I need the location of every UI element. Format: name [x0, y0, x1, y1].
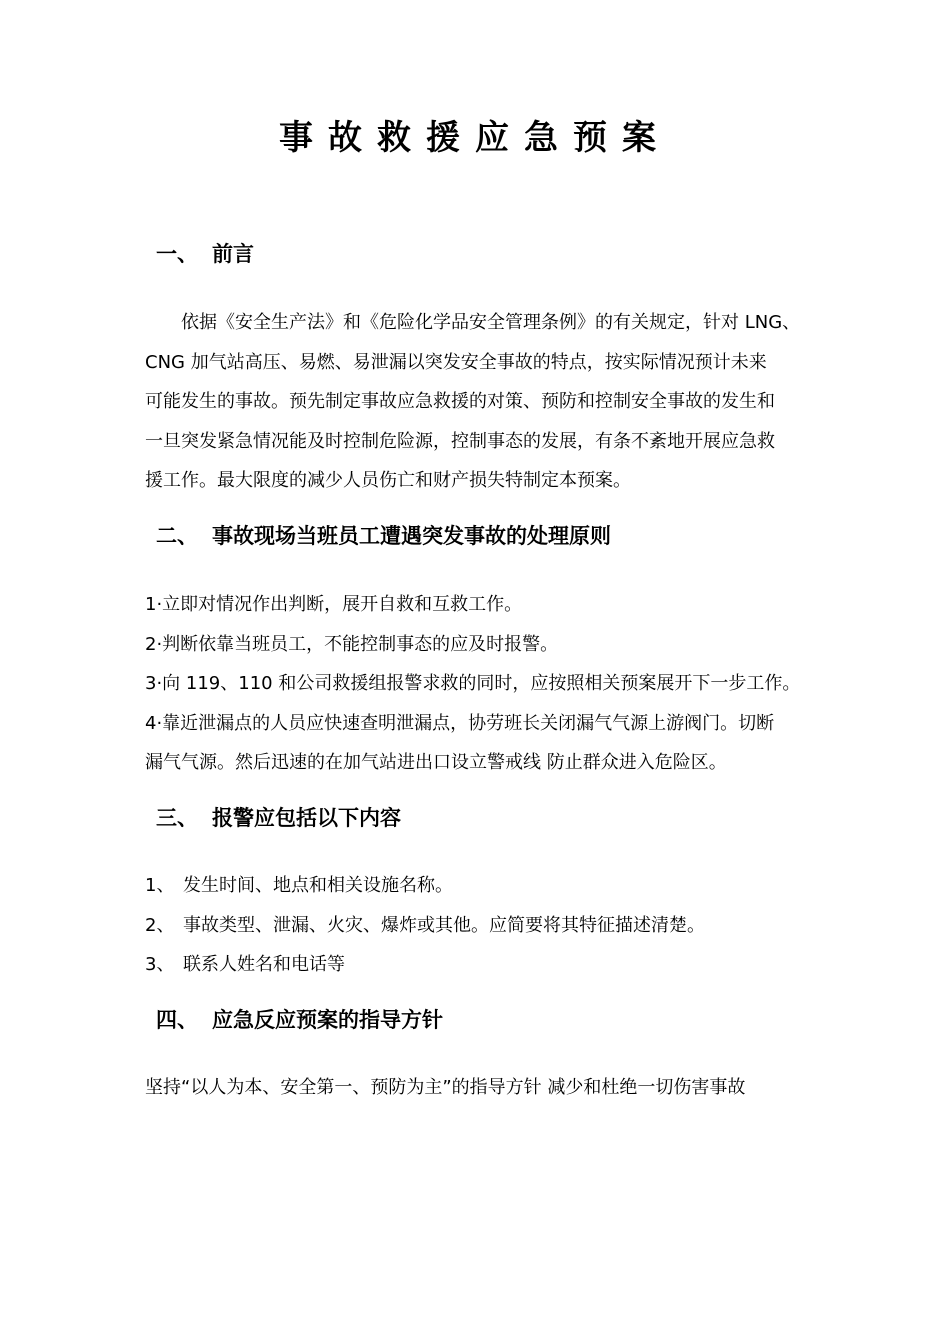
- section-title: 前言: [212, 242, 254, 266]
- paragraph-line: CNG 加气站高压、易燃、易泄漏以突发安全事故的特点，按实际情况预计未来: [145, 351, 767, 373]
- section-4-paragraph: [145, 1068, 815, 1108]
- section-title: 应急反应预案的指导方针: [212, 1008, 443, 1032]
- section-heading-1: [156, 239, 254, 269]
- list-item-index: 2、: [145, 914, 175, 936]
- list-item: 3·向 119、110 和公司救援组报警求救的同时，应按照相关预案展开下一步工作。: [145, 673, 801, 694]
- list-item: [145, 906, 825, 946]
- list-item: 2·判断依靠当班员工，不能控制事态的应及时报警。: [145, 633, 559, 655]
- paragraph-line: 可能发生的事故。预先制定事故应急救援的对策、预防和控制安全事故的发生和: [145, 391, 775, 412]
- list-item-index: 3、: [145, 954, 175, 975]
- list-item: [145, 866, 825, 906]
- list-item: 1·立即对情况作出判断，展开自救和互救工作。: [145, 594, 523, 615]
- section-number: 一、: [156, 242, 198, 266]
- section-title: 报警应包括以下内容: [212, 806, 401, 830]
- list-item-text: 事故类型、泄漏、火灾、爆炸或其他。应简要将其特征描述清楚。: [183, 914, 705, 936]
- list-item: 漏气气源。然后迅速的在加气站进出口设立警戒线 防止群众进入危险区。: [145, 752, 727, 773]
- section-number: 三、: [156, 806, 198, 830]
- paragraph-line: 坚持“以人为本、安全第一、预防为主”的指导方针 减少和杜绝一切伤害事故: [145, 1077, 746, 1098]
- list-item: [145, 945, 825, 985]
- list-item-index: 1、: [145, 875, 175, 896]
- paragraph-line: 一旦突发紧急情况能及时控制危险源，控制事态的发展，有条不紊地开展应急救: [145, 430, 775, 452]
- list-item-text: 联系人姓名和电话等: [183, 954, 345, 975]
- paragraph-line: 依据《安全生产法》和《危险化学品安全管理条例》的有关规定，针对 LNG、: [181, 312, 801, 333]
- document-title: 事故救援应急预案: [279, 118, 671, 158]
- list-item: 4·靠近泄漏点的人员应快速查明泄漏点，协劳班长关闭漏气气源上游阀门。切断: [145, 712, 775, 734]
- section-2-list: [145, 585, 825, 783]
- section-1-paragraph: [145, 303, 815, 501]
- section-3-list: [145, 866, 825, 985]
- section-number: 四、: [156, 1008, 198, 1032]
- section-heading-4: [156, 1005, 443, 1035]
- paragraph-line: 援工作。最大限度的减少人员伤亡和财产损失特制定本预案。: [145, 470, 631, 491]
- list-item-text: 发生时间、地点和相关设施名称。: [183, 875, 453, 896]
- section-heading-2: [156, 521, 611, 551]
- section-number: 二、: [156, 524, 198, 548]
- section-title: 事故现场当班员工遭遇突发事故的处理原则: [212, 524, 611, 548]
- section-heading-3: [156, 803, 401, 833]
